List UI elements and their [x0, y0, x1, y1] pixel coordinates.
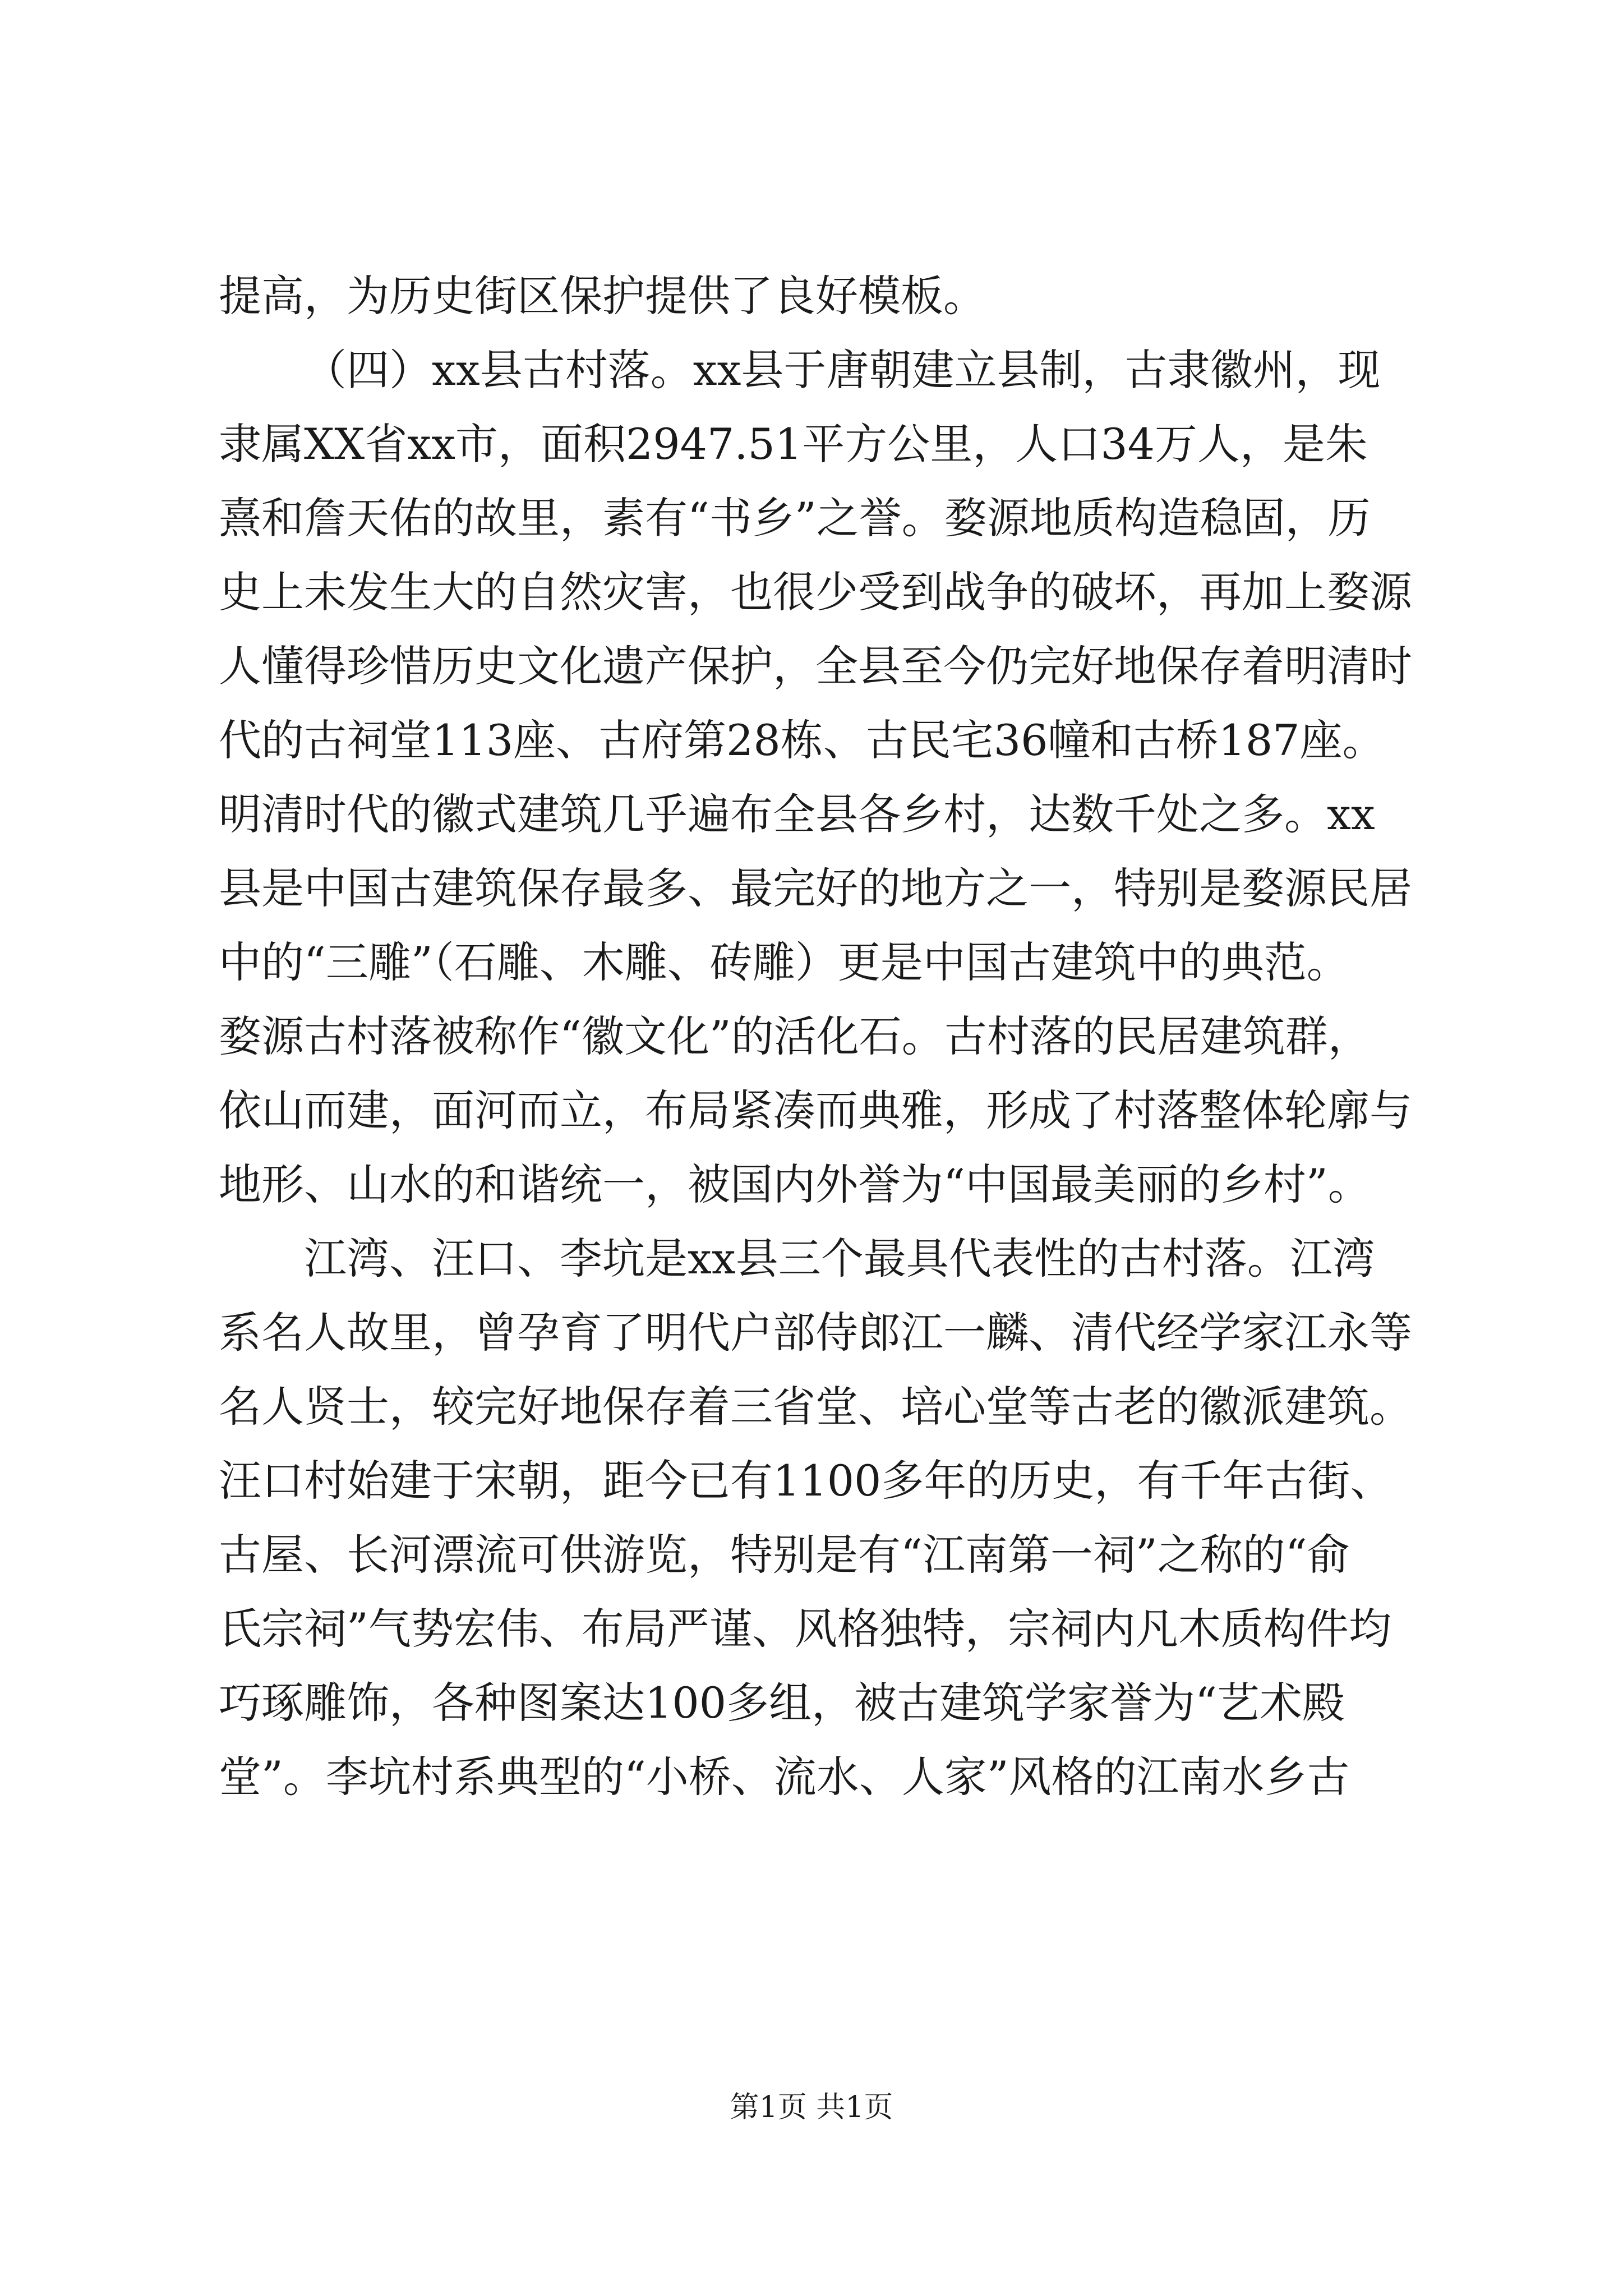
text-line: 史上未发生大的自然灾害，也很少受到战争的破坏，再加上婺源: [219, 567, 1412, 617]
text-line: 地形、山水的和谐统一，被国内外誉为“中国最美丽的乡村”。: [219, 1159, 1371, 1209]
text-line: 婺源古村落被称作“徽文化”的活化石。古村落的民居建筑群，: [219, 1011, 1371, 1061]
text-line: 古屋、长河漂流可供游览，特别是有“江南第一祠”之称的“俞: [219, 1530, 1350, 1580]
text-line-paragraph-start: （四）xx县古村落。xx县于唐朝建立县制，古隶徽州，现: [304, 345, 1381, 395]
text-line: 代的古祠堂113座、古府第28栋、古民宅36幢和古桥187座。: [219, 715, 1385, 765]
text-line: 依山而建，面河而立，布局紧凑而典雅，形成了村落整体轮廓与: [219, 1085, 1412, 1135]
text-line: 巧琢雕饰，各种图案达100多组，被古建筑学家誉为“艺术殿: [219, 1678, 1345, 1728]
text-line: 人懂得珍惜历史文化遗产保护，全县至今仍完好地保存着明清时: [219, 641, 1412, 691]
text-line: 堂”。李坑村系典型的“小桥、流水、人家”风格的江南水乡古: [219, 1752, 1350, 1802]
page-footer: [0, 2088, 1623, 2127]
text-line: 熹和詹天佑的故里，素有“书乡”之誉。婺源地质构造稳固，历: [219, 493, 1371, 543]
text-line: 名人贤士，较完好地保存着三省堂、培心堂等古老的徽派建筑。: [219, 1382, 1412, 1432]
text-line: 提高，为历史街区保护提供了良好模板。: [219, 271, 986, 321]
text-line: 县是中国古建筑保存最多、最完好的地方之一，特别是婺源民居: [219, 863, 1412, 913]
text-line: 中的“三雕”（石雕、木雕、砖雕）更是中国古建筑中的典范。: [219, 937, 1349, 987]
document-body: [219, 259, 1430, 1814]
text-line: 氏宗祠”气势宏伟、布局严谨、风格独特，宗祠内凡木质构件均: [219, 1604, 1391, 1654]
text-line: 汪口村始建于宋朝，距今已有1100多年的历史，有千年古街、: [219, 1456, 1393, 1506]
page-number-label: 第1页 共1页: [730, 2091, 893, 2124]
text-line-paragraph-start: 江湾、汪口、李坑是xx县三个最具代表性的古村落。江湾: [304, 1234, 1375, 1283]
text-line: 明清时代的徽式建筑几乎遍布全县各乡村，达数千处之多。xx: [219, 789, 1375, 839]
text-line: 隶属XX省xx市，面积2947.51平方公里，人口34万人，是朱: [219, 419, 1368, 469]
text-line: 系名人故里，曾孕育了明代户部侍郎江一麟、清代经学家江永等: [219, 1308, 1412, 1358]
